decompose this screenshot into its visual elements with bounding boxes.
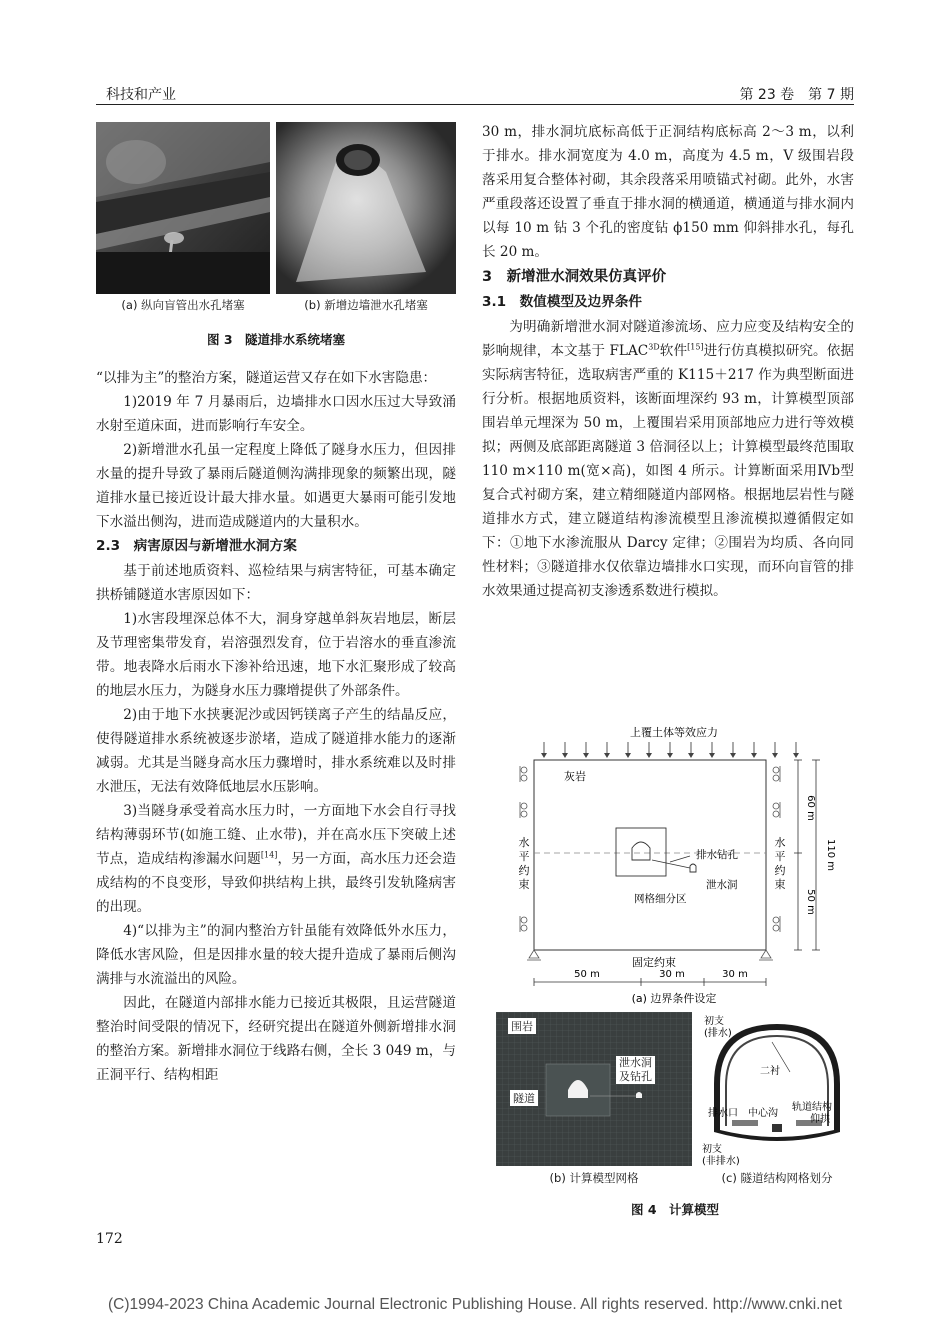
left-paragraph-3: 基于前述地质资料、巡检结果与病害特征，可基本确定拱桥铺隧道水害原因如下： (96, 563, 456, 603)
section-3-1-heading: 3.1 数值模型及边界条件 (482, 294, 643, 310)
left-constraint-char-3: 约 (518, 864, 530, 877)
dim-60m-label: 60 m (805, 795, 816, 821)
figure3a-photo (96, 122, 270, 294)
left-roller-supports (520, 766, 527, 932)
figure4c-caption: (c) 隧道结构网格划分 (721, 1171, 833, 1185)
side-wall-hole-clog-image (276, 122, 456, 294)
journal-name: 科技和产业 (106, 87, 176, 103)
figure4b-mesh-panel (496, 1012, 692, 1166)
flac-superscript: 3D (648, 342, 660, 352)
drain-hole-label-line2: 及钻孔 (619, 1070, 652, 1083)
figure4a-caption: (a) 边界条件设定 (631, 992, 717, 1005)
dim-50m-vertical-label: 50 m (805, 889, 816, 915)
right-constraint-char-3: 约 (774, 864, 786, 877)
drain-outlet-label: 排水口 (708, 1108, 738, 1119)
drain-tunnel-label: 泄水洞 (706, 879, 738, 891)
right-roller-supports (773, 766, 780, 932)
figure3b-caption: (b) 新增边墙泄水孔堵塞 (304, 298, 428, 312)
primary-drain-label-line2: (排水) (704, 1028, 732, 1039)
right-paragraph-2 (482, 315, 854, 603)
track-left (732, 1120, 758, 1126)
section-3-heading: 3 新增泄水洞效果仿真评价 (482, 269, 667, 285)
page-number: 172 (96, 1231, 123, 1247)
primary-nodrain-label-line1: 初支 (702, 1144, 722, 1155)
top-load-label: 上覆土体等效应力 (630, 726, 718, 739)
reference-14: [14] (260, 850, 278, 860)
central-ditch-label: 中心沟 (748, 1108, 778, 1119)
left-paragraph-7: 4)“以排为主”的洞内整治方针虽能有效降低外水压力，降低水害风险，但是因排水量的较大提升造成了暴雨后侧沟满排与水流溢出的风险。 (96, 923, 456, 987)
track-structure-label: 轨道结构 (792, 1102, 832, 1113)
load-arrowheads (541, 753, 799, 758)
reference-15: [15] (687, 342, 704, 352)
drain-tunnel-outline (690, 864, 696, 872)
left-paragraph-8: 因此，在隧道内部排水能力已接近其极限，且运营隧道整治时间受限的情况下，经研究提出在隧道外侧新增排水洞的整治方案。新增排水洞位于线路右侧，全长 3 049 m，与正洞平行、结构相距 (96, 995, 456, 1083)
drain-hole-label-line1: 泄水洞 (619, 1056, 652, 1069)
primary-drain-label-line1: 初支 (704, 1016, 724, 1027)
secondary-lining-label: 二衬 (760, 1066, 780, 1077)
header-divider (96, 104, 854, 105)
left-paragraph-0: “以排为主”的整治方案，隧道运营又存在如下水害隐患： (96, 370, 437, 386)
left-column (96, 366, 456, 1087)
left-paragraph-1: 1)2019 年 7 月暴雨后，边墙排水口因水压过大导致涌水射至道床面，进而影响行车安全。 (96, 394, 456, 434)
left-paragraph-5: 2)由于地下水挟裹泥沙或因钙镁离子产生的结晶反应，使得隧道排水系统被逐步淤堵，造成了隧道排水能力的逐渐减弱。尤其是当隧身高水压力骤增时，排水系统难以及时排水泄压，无法有效降低地层水压影响。 (96, 707, 456, 795)
right-column (482, 120, 854, 603)
left-paragraph-4: 1)水害段埋深总体不大，洞身穿越单斜灰岩地层，断层及节理密集带发育，岩溶强烈发育，位于岩溶水的垂直渗流带。地表降水后雨水下渗补给迅速，地下水汇聚形成了较高的地层水压力，为隧身水压力骤增提供了外部条件。 (96, 611, 456, 699)
dim-110m-label: 110 m (825, 838, 836, 872)
figure4c-structure-diagram (700, 1012, 854, 1166)
drill-leader (670, 856, 690, 862)
invert-label: 仰拱 (810, 1114, 830, 1125)
dim-30m-label-a: 30 m (659, 969, 685, 980)
left-constraint-char-2: 平 (518, 850, 530, 863)
tunnel-label: 隧道 (510, 1090, 538, 1106)
right-paragraph-2-part-c: 进行仿真模拟研究。依据实际病害特征，选取病害严重的 K115＋217 作为典型断面进行分析。根据地质资料，该断面埋深约 93 m，计算模型顶部围岩单元埋深为 50 m，上覆围岩采用顶部地应力进行等效模拟；两侧及底部距离隧道 3 倍洞径以上；计算模型最终范围取 110 m×110 m(宽×高)，如图 4 所示。计算断面采用Ⅳb型复合式衬砌方案，建立精细隧道内部网格。根据地层岩性与隧道排水方式，建立隧道结构渗流模型且渗流模拟遵循假定如下：①地下水渗流服从 Darcy 定律；②围岩为均质、各向同性材料；③隧道排水仅依靠边墙排水口实现，而环向盲管的排水效果通过提高初支渗透系数进行模拟。 (482, 343, 855, 599)
vertical-dimension-lines (794, 760, 820, 950)
figure3a-caption: (a) 纵向盲管出水孔堵塞 (121, 298, 245, 312)
issue-number: 第 23 卷 第 7 期 (739, 87, 854, 103)
right-constraint-char-2: 平 (774, 850, 786, 863)
figure3-caption: 图 3 隧道排水系统堵塞 (206, 332, 346, 347)
right-paragraph-2-part-b: 软件 (659, 343, 688, 359)
figure4-caption: 图 4 计算模型 (630, 1202, 720, 1217)
left-constraint-char-1: 水 (518, 836, 530, 849)
copyright-footer: (C)1994-2023 China Academic Journal Electronic Publishing House. All rights reserved. http://www.cnki.net (107, 1296, 843, 1313)
limestone-label: 灰岩 (564, 770, 586, 783)
right-constraint-char-4: 束 (774, 878, 786, 891)
blind-pipe-clog-image (96, 122, 270, 294)
figure3b-photo (276, 122, 456, 294)
left-paragraph-6-part-a: 3)当隧身承受着高水压力时，一方面地下水会自行寻找结构薄弱环节(如施工缝、止水带)，并在高水压下突破上述节点，造成结构渗漏水问题 (96, 803, 456, 867)
drain-hole-label (616, 1056, 655, 1084)
right-paragraph-2-part-a: 为明确新增泄水洞对隧道渗流场、应力应变及结构安全的影响规律，本文基于 FLAC (482, 319, 854, 359)
left-constraint-char-4: 束 (518, 878, 530, 891)
tunnel-outline (632, 842, 650, 860)
mesh-refinement-zone (616, 828, 666, 876)
section-2-3-heading: 2.3 病害原因与新增泄水洞方案 (96, 538, 297, 554)
left-paragraph-2: 2)新增泄水孔虽一定程度上降低了隧身水压力，但因排水量的提升导致了暴雨后隧道侧沟满排现象的频繁出现，隧道排水量已接近设计最大排水量。如遇更大暴雨可能引发地下水溢出侧沟，进而造成隧道内的大量积水。 (96, 442, 456, 530)
mesh-zone-label: 网格细分区 (634, 893, 687, 905)
dim-50m-horizontal-label: 50 m (574, 969, 600, 980)
central-ditch (772, 1124, 782, 1132)
drill-label: 排水钻孔 (696, 849, 738, 861)
surrounding-rock-label: 围岩 (508, 1018, 536, 1034)
drain-drill-hole (652, 860, 690, 868)
model-mesh-image (496, 1012, 692, 1166)
running-header (96, 84, 854, 106)
right-paragraph-1: 30 m，排水洞坑底标高低于正洞结构底标高 2～3 m，以利于排水。排水洞宽度为 4.0 m，高度为 4.5 m，V 级围岩段落采用复合整体衬砌，其余段落采用喷锚式衬砌。此外，水害严重段落还设置了垂直于排水洞的横通道，横通道与排水洞内以每 10 m 钻 3 个孔的密度钻 ϕ150 mm 仰斜排水孔，每孔长 20 m。 (482, 124, 854, 260)
figure4b-caption: (b) 计算模型网格 (549, 1171, 639, 1185)
dim-30m-label-b: 30 m (722, 969, 748, 980)
figure4a-boundary-diagram (494, 720, 848, 1020)
fixed-constraint-label: 固定约束 (632, 956, 676, 969)
left-paragraph-6-part-b: ，另一方面，高水压力还会造成结构的不良变形，导致仰拱结构上拱，最终引发轨隆病害的出现。 (96, 851, 457, 915)
left-paragraph-6 (96, 799, 456, 919)
right-constraint-char-1: 水 (774, 836, 786, 849)
primary-nodrain-label-line2: (非排水) (702, 1156, 740, 1166)
